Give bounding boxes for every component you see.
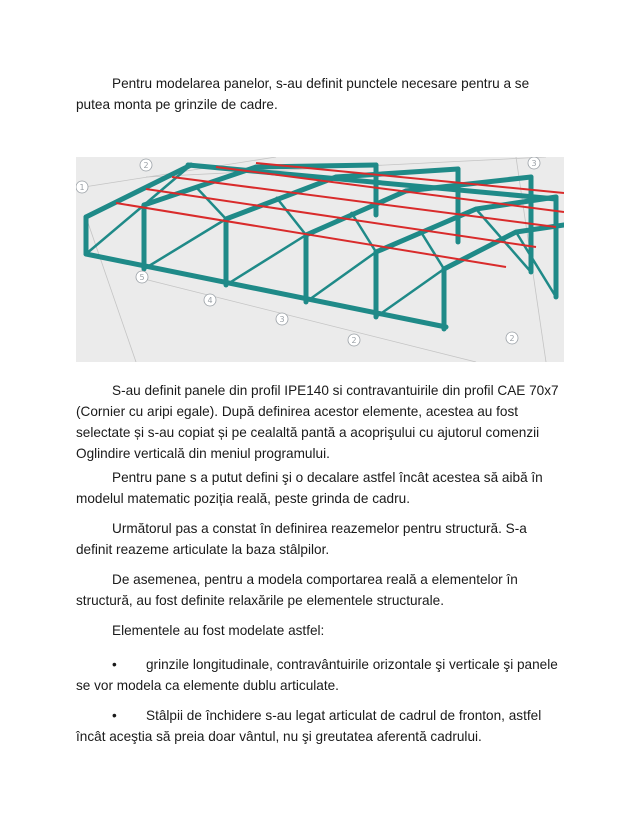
grid-label (136, 271, 148, 283)
paragraph-elements-intro (76, 620, 564, 641)
svg-text:2: 2 (351, 336, 357, 345)
paragraph-panels-points (76, 73, 564, 115)
paragraph-profiles (76, 380, 564, 464)
bracing (86, 165, 556, 317)
paragraph-text: S-au definit panele din profil IPE140 si contravantuirile din profil CAE 70x7 (Cornier cu aripi egale). După definirea acestor elemente, acestea au fost selectate și s-au copiat și pe cealaltă pantă a acoprişului cu ajutorul comenzii Oglindire verticală din meniul programului. (76, 383, 559, 461)
paragraph-text: Următorul pas a constat în definirea reazemelor pentru structură. S-a definit reazeme articulate la baza stâlpilor. (76, 521, 527, 557)
svg-text:2: 2 (509, 334, 515, 343)
svg-text:4: 4 (207, 296, 213, 305)
svg-text:3: 3 (279, 315, 285, 324)
bullet-text: Stâlpii de închidere s-au legat articulat de cadrul de fronton, astfel încât aceştia să preia doar vântul, nu şi greutatea aferentă cadrului. (76, 708, 542, 744)
grid-label (506, 332, 518, 344)
paragraph-text: Pentru modelarea panelor, s-au definit punctele necesare pentru a se putea monta pe grinzile de cadre. (76, 76, 530, 112)
grid-label (348, 334, 360, 346)
structure-model-figure (76, 157, 564, 362)
svg-text:2: 2 (143, 161, 149, 170)
paragraph-releases (76, 569, 564, 611)
grid-label (76, 181, 88, 193)
grid-label (204, 294, 216, 306)
grid-label (140, 159, 152, 171)
bullet-text: grinzile longitudinale, contravântuirile orizontale şi verticale şi panele se vor modela ca elemente dublu articulate. (76, 657, 558, 693)
paragraph-purlin-offset (76, 467, 564, 509)
grid-lines (84, 157, 546, 362)
paragraph-supports (76, 518, 564, 560)
svg-text:1: 1 (79, 183, 85, 192)
grid-label (528, 157, 540, 169)
svg-text:5: 5 (139, 273, 145, 282)
bullet-marker: • (112, 708, 117, 723)
bullet-item (76, 654, 564, 696)
paragraph-text: Pentru pane s a putut defini şi o decalare astfel încât acestea să aibă în modelul matematic poziția reală, peste grinda de cadru. (76, 470, 543, 506)
steel-frames (86, 165, 564, 329)
paragraph-text: Elementele au fost modelate astfel: (112, 623, 325, 638)
svg-text:3: 3 (531, 159, 537, 168)
bullet-item (76, 705, 564, 747)
bullet-marker: • (112, 657, 117, 672)
steel-frame-3d-render (76, 157, 564, 362)
grid-label (276, 313, 288, 325)
paragraph-text: De asemenea, pentru a modela comportarea reală a elementelor în structură, au fost definite relaxările pe elementele structurale. (76, 572, 518, 608)
